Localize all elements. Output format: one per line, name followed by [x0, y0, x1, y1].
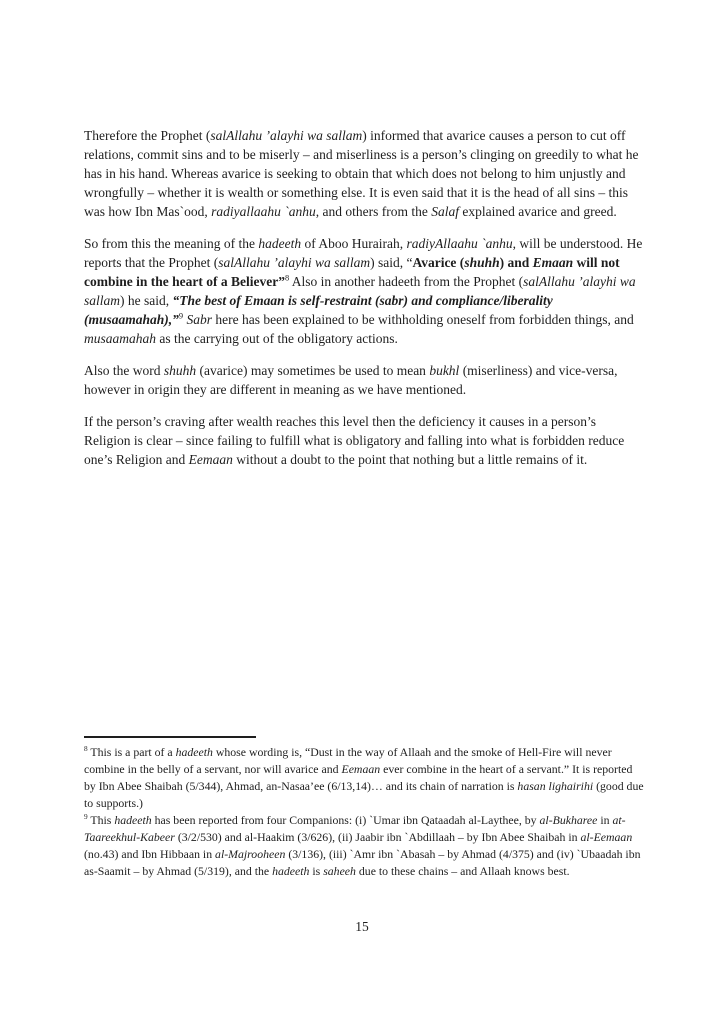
text-segment: Also in another hadeeth from the Prophet (	[289, 274, 524, 289]
text-segment: salAllahu ’alayhi wa sallam	[210, 128, 363, 143]
text-segment: , will be understood. He reports that the Prophet (	[84, 236, 643, 270]
text-segment: al-Eemaan	[580, 830, 633, 844]
text-segment: This	[87, 813, 115, 827]
text-segment: salAllahu ’alayhi wa sallam	[84, 274, 636, 308]
footnote	[84, 812, 646, 880]
text-segment: salAllahu ’alayhi wa sallam	[218, 255, 371, 270]
text-segment: hadeeth	[114, 813, 152, 827]
body-paragraph	[84, 412, 644, 469]
text-segment: has been reported from four Companions: (i) `Umar ibn Qataadah al-Laythee, by	[151, 813, 540, 827]
footnote-marker: 9	[84, 812, 88, 822]
text-segment: ) informed that avarice causes a person to cut off relations, commit sins and to be miserly – and miserliness is a person’s clinging on greedily to what he has in his hand. Whereas avarice is seeking to obtain that which does not belong to him unjustly and wrongfully – whether it is wealth or something else. It is even said that it is the head of all sins – this was how Ibn Mas`ood,	[84, 128, 639, 219]
text-segment: radiyallaahu `anhu	[211, 204, 316, 219]
text-segment: ) he said,	[120, 293, 173, 308]
text-segment: hadeeth	[272, 864, 310, 878]
text-segment: (3/2/530) and al-Haakim (3/626), (ii) Jaabir ibn `Abdillaah – by Ibn Abee Shaibah in	[174, 830, 581, 844]
body-text	[84, 126, 644, 482]
footnote-separator-rule	[84, 736, 256, 738]
text-segment: Avarice (	[412, 255, 465, 270]
footnote-marker: 8	[284, 273, 290, 283]
text-segment: hadeeth	[175, 745, 213, 759]
text-segment: (good due to supports.)	[84, 779, 644, 810]
text-segment: Emaan	[532, 255, 574, 270]
text-segment: Therefore the Prophet (	[84, 128, 211, 143]
footnote-marker: 8	[84, 744, 88, 754]
text-segment: due to these chains – and Allaah knows best.	[355, 864, 570, 878]
text-segment: will not combine in the heart of a Believer	[84, 255, 620, 289]
text-segment: here has been explained to be withholding oneself from forbidden things, and	[211, 312, 634, 327]
body-paragraph	[84, 126, 644, 221]
text-segment: Salaf	[431, 204, 459, 219]
text-segment: , and others from the	[315, 204, 432, 219]
text-segment: al-Majrooheen	[215, 847, 286, 861]
text-segment: hadeeth	[258, 236, 302, 251]
text-segment: If the person’s craving after wealth reaches this level then the deficiency it causes in a person’s Religion is clear – since failing to fulfill what is obligatory and falling into what is forbidden reduce one’s Religion and	[84, 414, 625, 467]
text-segment: (avarice) may sometimes be used to mean	[196, 363, 430, 378]
text-segment: Eemaan	[188, 452, 233, 467]
text-segment: explained avarice and greed.	[458, 204, 617, 219]
text-segment: bukhl	[429, 363, 460, 378]
text-segment: ) and	[499, 255, 533, 270]
text-segment: at-Taareekhul-Kabeer	[84, 813, 626, 844]
text-segment: musaamahah	[84, 331, 157, 346]
text-segment: (3/136), (iii) `Amr ibn `Abasah – by Ahmad (4/375) and (iv) `Ubaadah ibn as-Saamit – by Ahmad (5/319), and the	[84, 847, 641, 878]
body-paragraph	[84, 361, 644, 399]
text-segment: in	[597, 813, 613, 827]
text-segment: al-Bukharee	[539, 813, 598, 827]
text-segment: Sabr	[186, 312, 212, 327]
footnote	[84, 744, 646, 812]
text-segment: hasan lighairihi	[517, 779, 594, 793]
text-segment: ever combine in the heart of a servant.” It is reported by Ibn Abee Shaibah (5/344), Ahmad, an-Nasaa’ee (6/13,14)… and its chain of narration is	[84, 762, 633, 793]
text-segment: ”	[278, 274, 285, 289]
text-segment: saheeh	[323, 864, 356, 878]
text-segment: So from this the meaning of the	[84, 236, 259, 251]
text-segment: Also the word	[84, 363, 164, 378]
text-segment: whose wording is, “Dust in the way of Allaah and the smoke of Hell-Fire will never combine in the belly of a servant, nor will avarice and	[84, 745, 612, 776]
text-segment: shuhh	[464, 255, 500, 270]
text-segment: as the carrying out of the obligatory actions.	[156, 331, 398, 346]
text-segment: without a doubt to the point that nothing but a little remains of it.	[232, 452, 588, 467]
text-segment: (miserliness) and vice-versa, however in origin they are different in meaning as we have mentioned.	[84, 363, 618, 397]
text-segment: radiyAllaahu `anhu	[406, 236, 513, 251]
text-segment: This is a part of a	[87, 745, 176, 759]
footnotes	[84, 744, 646, 880]
text-segment: (no.43) and Ibn Hibbaan in	[84, 847, 216, 861]
text-segment: “The best of Emaan is self-restraint (sabr) and compliance/liberality (musaamahah),”	[84, 293, 553, 327]
text-segment: shuhh	[163, 363, 197, 378]
text-segment: of Aboo Hurairah,	[301, 236, 407, 251]
footnote-marker: 9	[178, 311, 184, 321]
body-paragraph	[84, 234, 644, 348]
text-segment: ) said, “	[370, 255, 413, 270]
page-number: 15	[355, 919, 369, 934]
text-segment: is	[309, 864, 324, 878]
text-segment: Eemaan	[341, 762, 381, 776]
footnote-area	[84, 736, 646, 880]
